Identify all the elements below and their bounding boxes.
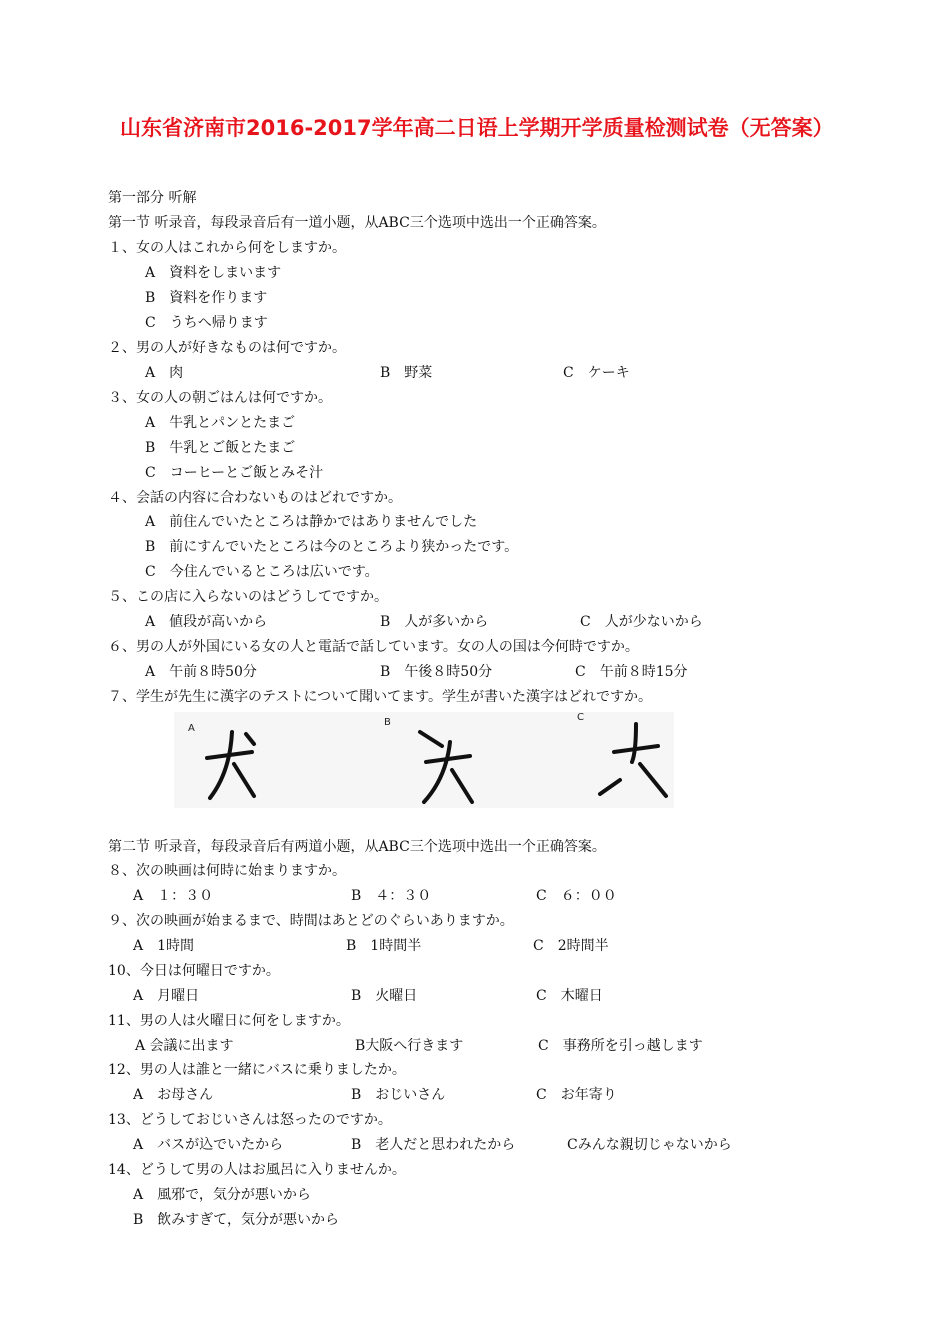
q1-option-c: C うちへ帰ります <box>145 315 268 331</box>
q3-option-c: C コーヒーとご飯とみそ汁 <box>145 465 324 481</box>
q8-option-c: C ６：００ <box>536 888 617 904</box>
document-title: 山东省济南市2016-2017学年高二日语上学期开学质量检测试卷（无答案） <box>120 116 834 140</box>
q1-option-b: B 資料を作ります <box>145 290 268 306</box>
q14-option-b: B 飲みすぎて，気分が悪いから <box>133 1212 340 1228</box>
q13-option-a: A バスが込でいたから <box>133 1137 284 1153</box>
section-1-instructions: 第一节 听录音，每段录音后有一道小题，从ABC三个选项中选出一个正确答案。 <box>108 215 606 231</box>
q2-option-a: A 肉 <box>145 365 184 381</box>
q6-option-b: B 午後８時50分 <box>380 664 493 680</box>
question-9: ９、次の映画が始まるまで、時間はあとどのぐらいありますか。 <box>108 913 514 929</box>
question-3: ３、女の人の朝ごはんは何ですか。 <box>108 390 332 406</box>
q2-option-c: C ケーキ <box>563 365 630 381</box>
q8-option-a: A １：３０ <box>133 888 214 904</box>
question-6: ６、男の人が外国にいる女の人と電話で話しています。女の人の国は今何時ですか。 <box>108 639 639 655</box>
kanji-drawing-b <box>420 732 472 802</box>
q11-option-b: B大阪へ行きます <box>355 1038 464 1054</box>
q3-option-a: A 牛乳とパンとたまご <box>145 415 296 431</box>
q2-option-b: B 野菜 <box>380 365 433 381</box>
q10-option-c: C 木曜日 <box>536 988 603 1004</box>
q13-option-c: Cみんな親切じゃないから <box>567 1137 732 1153</box>
question-10: 10、今日は何曜日ですか。 <box>108 963 280 979</box>
section-2-instructions: 第二节 听录音，每段录音后有两道小题，从ABC三个选项中选出一个正确答案。 <box>108 839 606 855</box>
q4-option-c: C 今住んでいるところは広いです。 <box>145 564 379 580</box>
q10-option-b: B 火曜日 <box>351 988 418 1004</box>
q9-option-c: C 2時間半 <box>533 938 609 954</box>
q9-option-b: B 1時間半 <box>346 938 422 954</box>
q12-option-a: A お母さん <box>133 1087 214 1103</box>
q6-option-a: A 午前８時50分 <box>145 664 257 680</box>
kanji-drawing-a <box>207 732 254 798</box>
kanji-label-c: C <box>577 712 584 723</box>
q1-option-a: A 資料をしまいます <box>145 265 282 281</box>
part-heading: 第一部分 听解 <box>108 190 197 206</box>
q12-option-c: C お年寄り <box>536 1087 617 1103</box>
q5-option-c: C 人が少ないから <box>580 614 703 630</box>
q5-option-a: A 値段が高いから <box>145 614 268 630</box>
question-1: １、女の人はこれから何をしますか。 <box>108 240 346 256</box>
kanji-choices-image <box>174 712 674 808</box>
q13-option-b: B 老人だと思われたから <box>351 1137 516 1153</box>
question-14: 14、どうして男の人はお風呂に入りませんか。 <box>108 1162 406 1178</box>
question-11: 11、男の人は火曜日に何をしますか。 <box>108 1013 350 1029</box>
q4-option-a: A 前住んでいたところは静かではありませんでした <box>145 514 478 530</box>
q3-option-b: B 牛乳とご飯とたまご <box>145 440 296 456</box>
kanji-drawing-c <box>600 724 666 796</box>
q12-option-b: B おじいさん <box>351 1087 446 1103</box>
question-12: 12、男の人は誰と一緒にバスに乗りましたか。 <box>108 1062 406 1078</box>
q8-option-b: B ４：３０ <box>351 888 432 904</box>
question-5: ５、この店に入らないのはどうしてですか。 <box>108 589 388 605</box>
q4-option-b: B 前にすんでいたところは今のところより狭かったです。 <box>145 539 519 555</box>
q6-option-c: C 午前８時15分 <box>575 664 688 680</box>
q5-option-b: B 人が多いから <box>380 614 489 630</box>
kanji-label-a: A <box>188 723 195 734</box>
question-2: ２、男の人が好きなものは何ですか。 <box>108 340 346 356</box>
question-4: ４、会話の内容に合わないものはどれですか。 <box>108 490 402 506</box>
question-7: ７、学生が先生に漢字のテストについて聞いてます。学生が書いた漢字はどれですか。 <box>108 689 653 705</box>
q11-option-c: C 事務所を引っ越します <box>538 1038 703 1054</box>
q10-option-a: A 月曜日 <box>133 988 200 1004</box>
q11-option-a: A 会議に出ます <box>135 1038 234 1054</box>
question-8: ８、次の映画は何時に始まりますか。 <box>108 863 346 879</box>
q14-option-a: A 風邪で，気分が悪いから <box>133 1187 311 1203</box>
q9-option-a: A 1時間 <box>133 938 195 954</box>
kanji-label-b: B <box>384 717 391 728</box>
question-13: 13、どうしておじいさんは怒ったのですか。 <box>108 1112 392 1128</box>
